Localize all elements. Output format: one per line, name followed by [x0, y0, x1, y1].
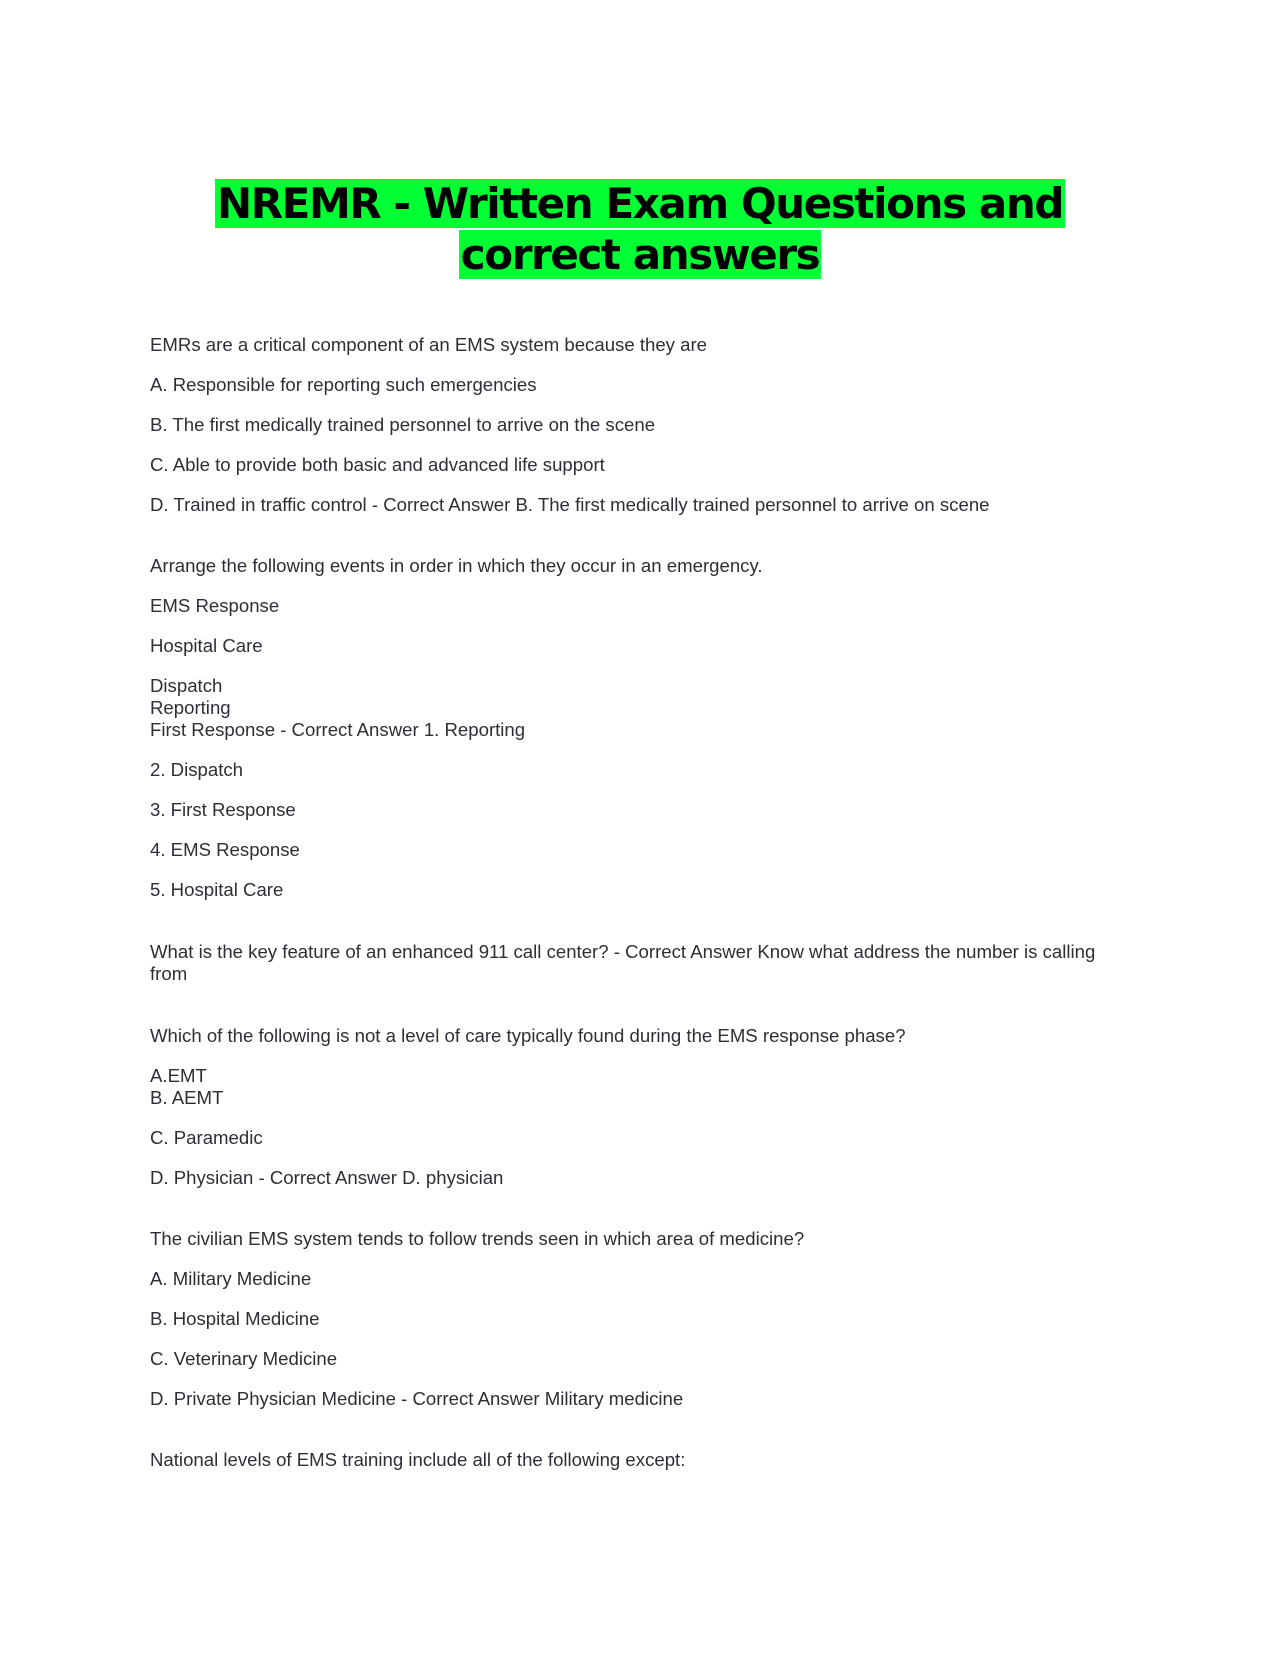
question-5-stem: The civilian EMS system tends to follow trends seen in which area of medicine? — [150, 1228, 805, 1249]
question-4-option-d-answer: D. Physician - Correct Answer D. physician — [150, 1167, 504, 1188]
question-6-stem: National levels of EMS training include all of the following except: — [150, 1449, 686, 1470]
question-2-stem: Arrange the following events in order in which they occur in an emergency. — [150, 555, 763, 576]
question-1-option-b: B. The first medically trained personnel to arrive on the scene — [150, 414, 656, 435]
question-1-stem: EMRs are a critical component of an EMS system because they are — [150, 334, 708, 355]
question-4-option-c: C. Paramedic — [150, 1127, 263, 1148]
question-2-answer-step: 4. EMS Response — [150, 839, 300, 860]
question-5-option-d-answer: D. Private Physician Medicine - Correct Answer Military medicine — [150, 1388, 684, 1409]
question-2-answer-step: 2. Dispatch — [150, 759, 244, 780]
question-5-option-b: B. Hospital Medicine — [150, 1308, 320, 1329]
question-4-option-b: B. AEMT — [150, 1087, 224, 1108]
document-title — [150, 178, 1130, 280]
question-3-stem-answer: What is the key feature of an enhanced 911 call center? - Correct Answer Know what address the number is calling from — [150, 941, 1096, 984]
question-2-answer-step: 5. Hospital Care — [150, 879, 284, 900]
question-5-option-a: A. Military Medicine — [150, 1268, 312, 1289]
question-4-stem: Which of the following is not a level of care typically found during the EMS response phase? — [150, 1025, 906, 1046]
question-2-item: Hospital Care — [150, 635, 263, 656]
question-2-answer: First Response - Correct Answer 1. Reporting — [150, 719, 526, 740]
question-1-option-a: A. Responsible for reporting such emergencies — [150, 374, 537, 395]
question-1-option-c: C. Able to provide both basic and advanced life support — [150, 454, 605, 475]
title-highlight: NREMR - Written Exam Questions and correct answers — [216, 179, 1063, 280]
question-2-item: Reporting — [150, 697, 231, 718]
question-2-item: Dispatch — [150, 675, 223, 696]
question-2-item: EMS Response — [150, 595, 280, 616]
question-1-option-d-answer: D. Trained in traffic control - Correct Answer B. The first medically trained personnel to arrive on scene — [150, 494, 990, 515]
question-4-option-a: A.EMT — [150, 1065, 207, 1086]
question-2-answer-step: 3. First Response — [150, 799, 296, 820]
question-5-option-c: C. Veterinary Medicine — [150, 1348, 338, 1369]
